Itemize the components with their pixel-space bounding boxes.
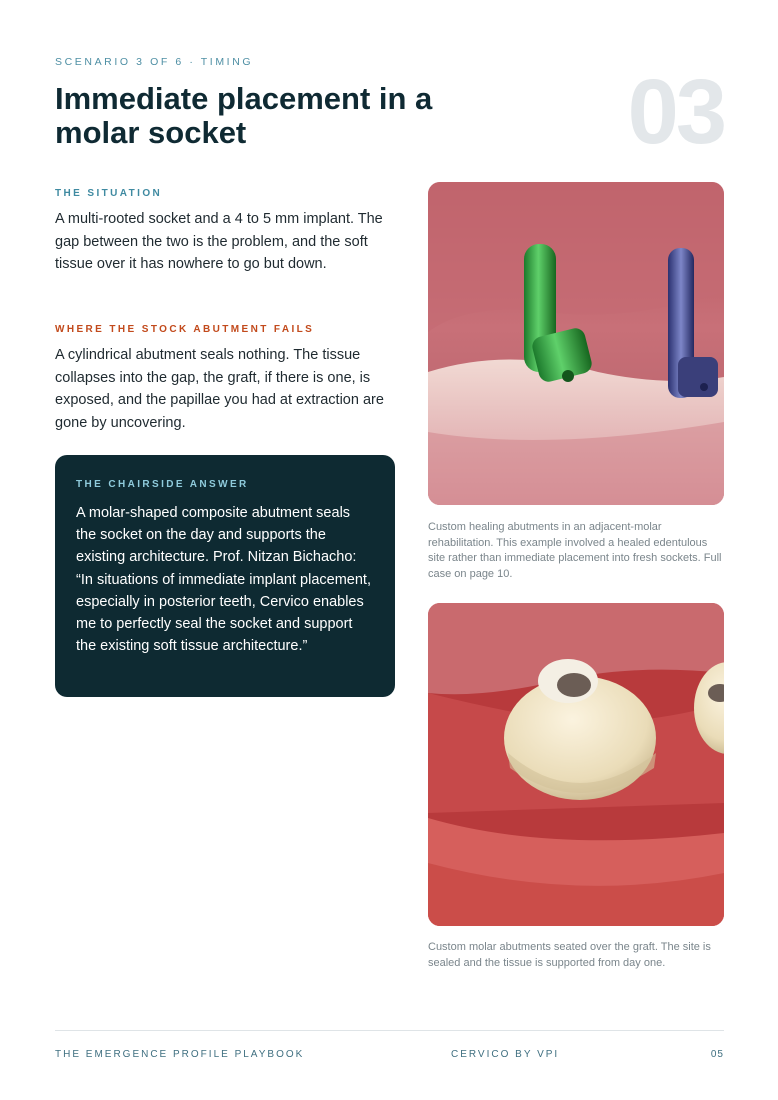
photo-caption-1: Custom healing abutments in an adjacent-molar rehabilitation. This example involved a healed edentulous site rather than immediate placement into fresh sockets. Full case on page 10. bbox=[428, 521, 722, 580]
situation-label: THE SITUATION bbox=[55, 188, 163, 199]
page-title: Immediate placement in a molar socket bbox=[55, 81, 433, 150]
situation-text: A multi-rooted socket and a 4 to 5 mm implant. The gap between the two is the problem, and the soft tissue over it has nowhere to go but down. bbox=[55, 211, 383, 272]
failure-text: A cylindrical abutment seals nothing. The tissue collapses into the gap, the graft, if there is one, is exposed, and the papillae you had at extraction are gone by uncovering. bbox=[55, 347, 384, 431]
scenario-number: 03 bbox=[627, 61, 724, 163]
failure-label: WHERE THE STOCK ABUTMENT FAILS bbox=[55, 324, 315, 335]
footer-divider bbox=[55, 1030, 724, 1031]
chairside-answer-box bbox=[55, 455, 395, 697]
footer-publication-title: THE EMERGENCE PROFILE PLAYBOOK bbox=[55, 1049, 305, 1060]
answer-label: THE CHAIRSIDE ANSWER bbox=[76, 479, 249, 490]
page-number: 05 bbox=[710, 1049, 724, 1060]
footer-brand: CERVICO BY VPI bbox=[451, 1049, 560, 1060]
photo-caption-2: Custom molar abutments seated over the graft. The site is sealed and the tissue is supported from day one. bbox=[428, 941, 711, 969]
scenario-eyebrow: SCENARIO 3 OF 6 · TIMING bbox=[55, 56, 254, 68]
answer-text: A molar-shaped composite abutment seals the socket on the day and supports the existing architecture. Prof. Nitzan Bichacho: “In situations of immediate implant placement, especially in posterior teeth, Cervico enables me to perfectly seal the socket and support the existing soft tissue architecture.” bbox=[76, 505, 371, 655]
clinical-photo-molar-abutment bbox=[428, 603, 724, 926]
clinical-photo-healing-abutments bbox=[428, 182, 724, 505]
